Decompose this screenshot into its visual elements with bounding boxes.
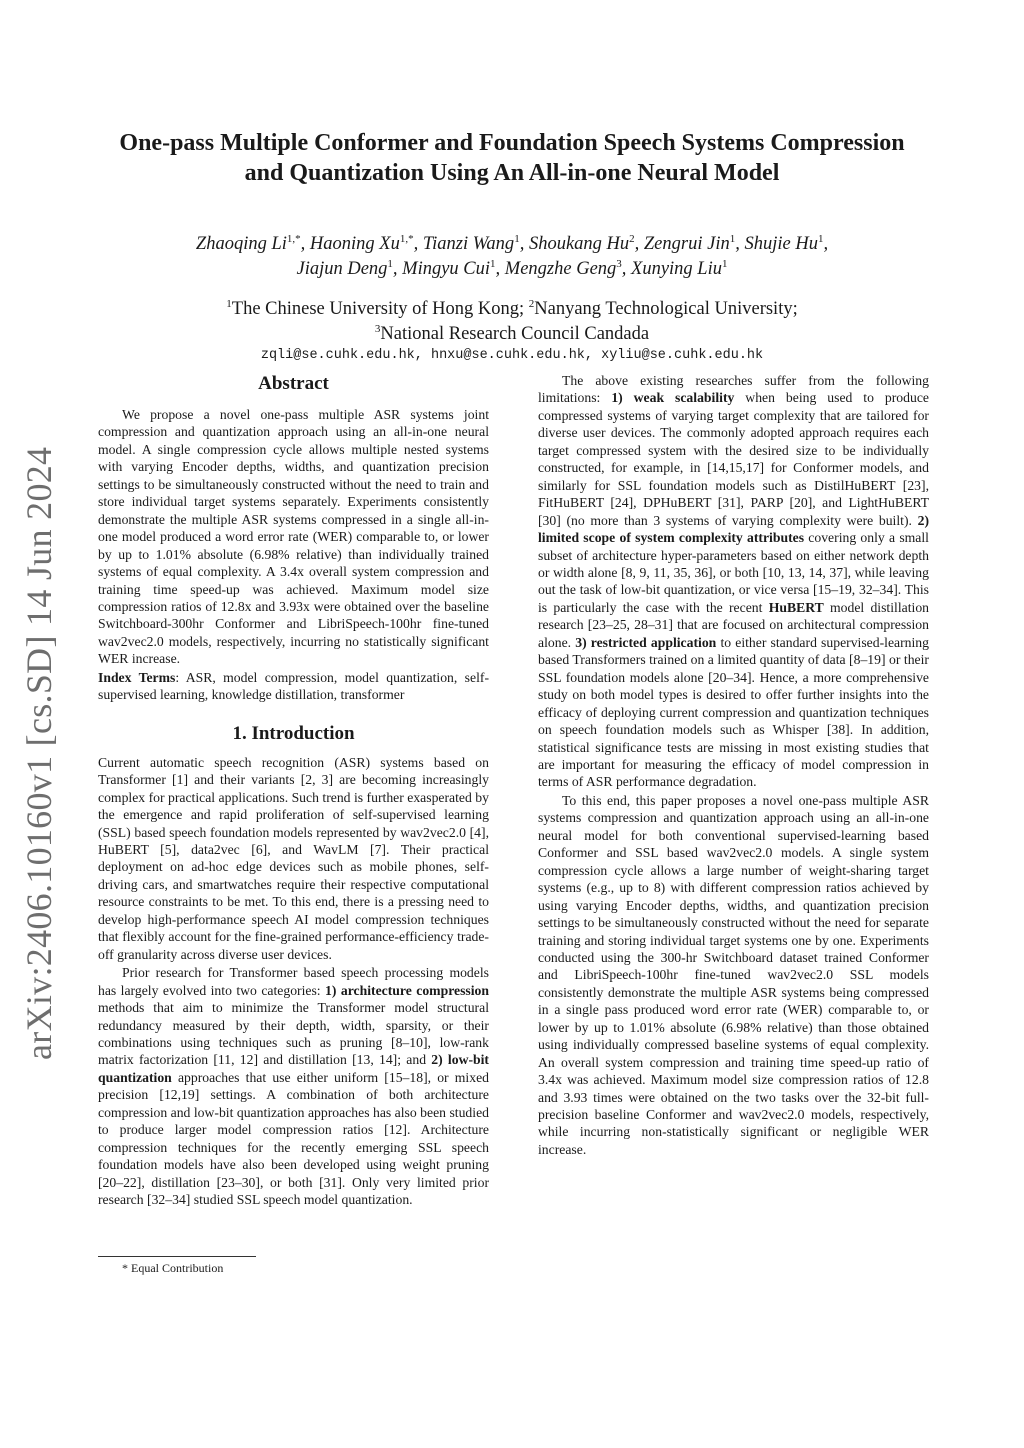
author-affil-mark: 1 [722,258,728,270]
bold-run: 3) restricted application [575,634,717,650]
bold-run: 1) weak scalability [611,390,735,406]
author-affil-mark: 1 [514,233,520,245]
affil-mark: 1 [226,298,232,310]
author-affil-mark: 1 [490,258,496,270]
author-affil-mark: 2 [629,233,635,245]
author-sep: , [519,234,529,254]
author-sep: , [634,234,644,254]
author-sep: , [735,234,745,254]
left-column [98,372,489,1208]
author-name: Shoukang Hu [528,234,630,254]
text-run: when being used to produce compressed systems of varying target complexity that are tailored for diverse user devices. The commonly adopted approach requires each target compressed system with the desired size to be individually constructed, for example, in [14,15,17] for Conformer models, and similarly for SSL foundation models such as DistilHuBERT [23], FitHuBERT [24], DPHuBERT [31], PARP [20], and LightHuBERT [30] (no more than 3 systems of varying complexity were built). [538,390,929,528]
bold-run: 1) architecture compression [325,982,490,998]
bold-run: HuBERT [768,599,824,615]
author-name: Haoning Xu [309,234,400,254]
author-sep: , [300,234,310,254]
author-name: Mengzhe Geng [504,259,617,279]
author-name: Jiajun Deng [296,259,388,279]
affiliation-line-2 [60,322,964,347]
intro-paragraph-4: To this end, this paper proposes a novel one-pass multiple ASR systems compression and quantization approach using an all-in-one neural model for both conventional supervised-learning based Conformer and SSL based wav2vec2.0 models. A single system compression cycle allows a large number of weight-sharing target systems (e.g., up to 8) with different compression ratios achieved by using varying Encoder depths, widths, and quantization precision settings to be simultaneously constructed without the need for separate training and storing individual target systems one by one. Experiments conducted using the 300-hr Switchboard dataset trained Conformer and LibriSpeech-100hr fine-tuned wav2vec2.0 SSL models consistently demonstrate the multiple ASR systems being compressed in a single pass produced word error rate (WER) comparable to, or lower by up to 1.01% absolute (6.98% relative) than those obtained using individually compressed baseline systems of equal complexity. An overall system compression and training time speed-up ratio of 3.4x was achieved. Maximum model size compression ratios of 12.8 and 3.93 times were obtained on the two tasks over the 32-bit full-precision baseline Conformer and wav2vec2.0 models, respectively, while incurring non-statistically significant or negligible WER increase. [538,792,929,1157]
footnote-rule [98,1256,256,1257]
intro-paragraph-3 [538,372,929,791]
author-list [60,232,964,282]
bold-run: 2) low-bit quantization [98,1052,489,1085]
affil-mark: 3 [374,323,381,335]
footnote-equal-contribution: * Equal Contribution [122,1261,224,1275]
title-line-2: and Quantization Using An All-in-one Neural Model [244,160,780,186]
bold-run: 2) limited scope of system complexity attributes [538,512,929,546]
affil-name: National Research Council Candada [380,324,650,344]
author-affil-mark: 1 [387,258,393,270]
author-affil-mark: 1,* [286,233,301,245]
author-name: Zengrui Jin [643,234,730,254]
author-affil-mark: 3 [616,258,622,270]
author-name: Mingyu Cui [402,259,491,279]
arxiv-identifier[interactable]: arXiv:2406.10160v1 [cs.SD] 14 Jun 2024 [19,446,59,1060]
affil-mark: 2 [528,298,535,310]
text-run: The above existing researches suffer from the following limitations: [538,373,929,406]
text-run: covering only a small subset of architecture hyper-parameters based on either network depth or width alone [8, 9, 11, 35, 36], or both [10, 13, 14, 37], while leaving out the task of low-bit quantization, or vice versa [15–19, 32–34]. This is particularly the case with the recent [538,530,929,615]
index-terms-text: : ASR, model compression, model quantization, self-supervised learning, knowledge distillation, transformer [98,669,489,703]
affiliation-line-1 [60,297,964,322]
author-sep: , [413,234,423,254]
text-run: Prior research for Transformer based speech processing models has largely evolved into two categories: [98,965,489,998]
abstract-text: We propose a novel one-pass multiple ASR systems joint compression and quantization approach using an all-in-one neural model. A single compression cycle allows multiple nested systems with varying Encoder depths, widths, and quantization precision settings to be simultaneously constructed without the need to train and store individual target systems separately. Experiments consistently demonstrate the multiple ASR systems compressed in a single all-in-one model produced a word error rate (WER) comparable to, or lower by up to 1.01% absolute (6.98% relative) than individually trained systems of equal complexity. A 3.4x overall system compression and training time speed-up was achieved. Maximum model size compression ratios of 12.8x and 3.93x were obtained over the baseline Switchboard-300hr Conformer and LibriSpeech-100hr fine-tuned wav2vec2.0 models, respectively, incurring no statistically significant WER increase. [98,407,489,667]
text-run: methods that aim to minimize the Transformer model structural redundancy measured by their depth, width, sparsity, or their combinations using techniques such as pruning [8–10], low-rank matrix factorization [11, 12] and distillation [13, 14]; and [98,1000,489,1068]
section-heading-introduction: 1. Introduction [232,722,355,744]
text-run: to either standard supervised-learning based Transformers trained on a limited quantity of data [8–19] or their SSL foundation models alone [20–34]. Hence, a more comprehensive study on both model types is desired to offer further insights into the efficacy of deploying current compression and quantization techniques on speech foundation models such as Whisper [38]. In addition, statistical significance tests are missing in most existing studies that are important for measuring the efficacy of model compression in terms of ASR performance degradation. [538,634,929,790]
author-emails[interactable]: zqli@se.cuhk.edu.hk, hnxu@se.cuhk.edu.hk, xyliu@se.cuhk.edu.hk [260,348,764,363]
title-line-1: One-pass Multiple Conformer and Foundation Speech Systems Compression [119,130,905,156]
paper-title [60,128,964,188]
author-line-1 [60,232,964,257]
author-affil-mark: 1 [729,233,736,245]
index-terms-label: Index Terms [98,669,176,685]
author-sep: , [392,259,403,279]
author-line-2 [60,257,964,282]
index-terms [98,669,489,704]
author-sep: , [621,259,632,279]
author-name: Xunying Liu [631,259,722,279]
right-column [538,372,929,1158]
affil-name: Nanyang Technological University; [534,299,798,319]
author-sep: , [823,234,829,254]
abstract-heading: Abstract [258,373,329,394]
intro-paragraph-1: Current automatic speech recognition (ASR) systems based on Transformer [1] and their variants [2, 3] are becoming increasingly complex for practical applications. Such trend is further exasperated by the emergence and rapid proliferation of self-supervised learning (SSL) based speech foundation models represented by wav2vec2.0 [4], HuBERT [5], data2vec [6], and WavLM [7]. Their practical deployment on ad-hoc edge devices such as mobile phones, self-driving cars, and smartwatches require their respective computational resource constraints to be met. To this end, there is a pressing need to develop high-performance speech AI model compression techniques that flexibly account for the fine-grained performance-efficiency trade-off granularity across diverse user devices. [98,754,489,962]
affiliations [60,297,964,347]
affil-name: The Chinese University of Hong Kong; [231,299,529,319]
author-name: Zhaoqing Li [195,234,287,254]
author-name: Shujie Hu [744,234,818,254]
intro-paragraph-2 [98,964,489,1208]
text-run: approaches that use either uniform [15–18], or mixed precision [12,19] settings. A combination of both architecture compression and low-bit quantization approaches has also been studied to produce larger model compression ratios [12]. Architecture compression techniques for the recently emerging SSL speech foundation models have also been developed using weight pruning [20–22], distillation [23–30], or both [31]. Only very limited prior research [32–34] studied SSL speech model quantization. [98,1069,489,1208]
author-sep: , [495,259,505,279]
text-run: model distillation research [23–25, 28–31] that are focused on architectural compression alone. [538,599,930,650]
author-name: Tianzi Wang [422,234,515,254]
author-affil-mark: 1,* [399,233,414,245]
author-affil-mark: 1 [817,233,824,245]
